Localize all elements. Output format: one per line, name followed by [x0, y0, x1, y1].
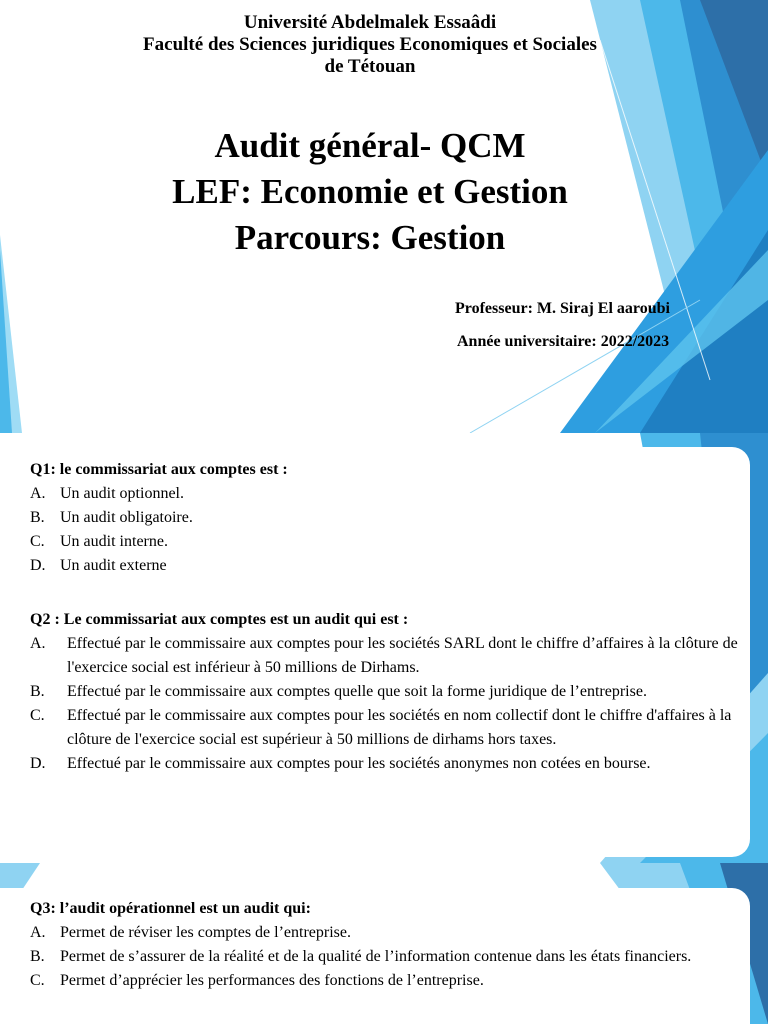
university-name: Université Abdelmalek Essaâdi	[243, 12, 497, 33]
option-text: Effectué par le commissaire aux comptes quelle que soit la forme juridique de l’entreprise.	[67, 683, 647, 700]
question-1-option-a	[30, 482, 742, 506]
title-line-3: Parcours: Gestion	[234, 218, 506, 257]
question-3	[30, 897, 742, 993]
city-name: de Tétouan	[324, 56, 416, 77]
option-text: Un audit optionnel.	[60, 485, 184, 502]
question-2-title: Q2 : Le commissariat aux comptes est un audit qui est :	[30, 611, 409, 628]
title-line-1: Audit général- QCM	[214, 126, 526, 165]
question-1	[30, 458, 742, 578]
option-letter: C.	[30, 972, 45, 989]
question-1-option-c	[30, 530, 742, 554]
question-1-option-d	[30, 554, 742, 578]
option-letter: A.	[30, 924, 46, 941]
title-slide	[0, 0, 768, 433]
option-text: Un audit externe	[60, 557, 167, 574]
option-letter: D.	[30, 557, 46, 574]
option-text: Un audit interne.	[60, 533, 168, 550]
option-text: Un audit obligatoire.	[60, 509, 193, 526]
option-letter: C.	[30, 533, 45, 550]
question-3-option-b	[30, 945, 742, 969]
option-letter: C.	[30, 707, 45, 724]
faculty-name: Faculté des Sciences juridiques Economiques et Sociales	[143, 34, 597, 55]
question-2-option-c	[30, 704, 742, 752]
question-3-option-a	[30, 921, 742, 945]
question-2	[30, 608, 742, 776]
title-line-2: LEF: Economie et Gestion	[172, 172, 568, 211]
university-header	[0, 12, 740, 78]
question-2-option-a	[30, 632, 742, 680]
option-text: Effectué par le commissaire aux comptes pour les sociétés SARL dont le chiffre d’affaires à la clôture de l'exercice social est inférieur à 50 millions de Dirhams.	[67, 635, 738, 676]
option-text: Permet d’apprécier les performances des fonctions de l’entreprise.	[60, 972, 484, 989]
option-letter: A.	[30, 485, 46, 502]
option-letter: B.	[30, 509, 45, 526]
option-text: Effectué par le commissaire aux comptes pour les sociétés en nom collectif dont le chiffre d'affaires à la clôture de l'exercice social est supérieur à 50 millions de dirhams hors taxes.	[67, 707, 732, 748]
option-text: Effectué par le commissaire aux comptes pour les sociétés anonymes non cotées en bourse.	[67, 755, 651, 772]
question-2-option-d	[30, 752, 742, 776]
question-1-title: Q1: le commissariat aux comptes est :	[30, 461, 288, 478]
option-letter: A.	[30, 635, 46, 652]
option-letter: B.	[30, 683, 45, 700]
academic-year: Année universitaire: 2022/2023	[457, 333, 670, 350]
question-1-option-b	[30, 506, 742, 530]
option-letter: B.	[30, 948, 45, 965]
professor-name: Professeur: M. Siraj El aaroubi	[455, 300, 670, 317]
option-text: Permet de réviser les comptes de l’entreprise.	[60, 924, 351, 941]
option-text: Permet de s’assurer de la réalité et de la qualité de l’information contenue dans les états financiers.	[60, 948, 692, 965]
option-letter: D.	[30, 755, 46, 772]
question-3-title: Q3: l’audit opérationnel est un audit qui:	[30, 900, 311, 917]
question-2-option-b	[30, 680, 742, 704]
question-3-option-c	[30, 969, 742, 993]
slide-title	[0, 123, 740, 261]
